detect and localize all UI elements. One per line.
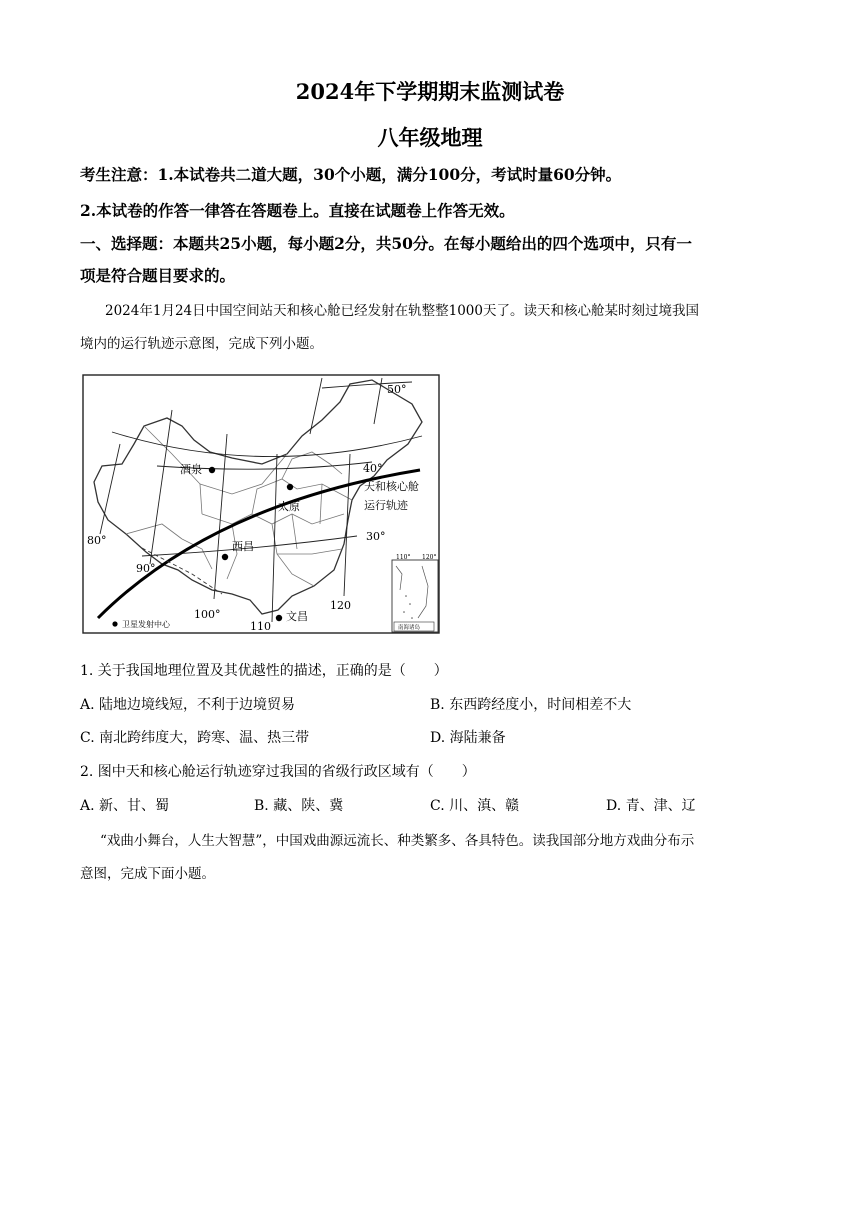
lat-30-label: 30° xyxy=(366,530,386,543)
page-title: 2024年下学期期末监测试卷 xyxy=(295,79,565,104)
question-2-option-b: B. 藏、陕、冀 xyxy=(254,798,344,814)
section-heading-line-2: 项是符合题目要求的。 xyxy=(80,266,236,285)
page-subtitle: 八年级地理 xyxy=(377,125,483,150)
city-wenchang-dot xyxy=(276,615,282,621)
question-1-stem: 1. 关于我国地理位置及其优越性的描述，正确的是（ ） xyxy=(80,663,448,679)
notice-line-1: 考生注意：1.本试卷共二道大题，30个小题，满分100分，考试时量60分钟。 xyxy=(80,165,622,184)
inset-lon-120: 120° xyxy=(422,554,437,561)
passage-1-line-1: 2024年1月24日中国空间站天和核心舱已经发射在轨整整1000天了。读天和核心舱某时刻过境我国 xyxy=(105,303,699,319)
question-2-option-a: A. 新、甘、蜀 xyxy=(80,798,170,814)
question-1-option-d: D. 海陆兼备 xyxy=(430,730,506,746)
orbit-label-line-2: 运行轨迹 xyxy=(364,499,408,512)
inset-caption: 南海诸岛 xyxy=(398,625,421,631)
orbit-label-line-1: 天和核心舱 xyxy=(364,480,419,493)
lon-90-label: 90° xyxy=(136,562,156,575)
city-xichang-dot xyxy=(222,554,228,560)
south-china-sea-inset xyxy=(392,560,438,632)
question-1-option-b: B. 东西跨经度小，时间相差不大 xyxy=(430,697,632,713)
passage-1-line-2: 境内的运行轨迹示意图，完成下列小题。 xyxy=(80,336,323,352)
passage-2-line-2: 意图，完成下面小题。 xyxy=(80,866,215,882)
lat-40-label: 40° xyxy=(363,462,383,475)
notice-line-2: 2.本试卷的作答一律答在答题卷上。直接在试题卷上作答无效。 xyxy=(80,201,515,220)
lon-110-label: 110 xyxy=(250,620,271,633)
lon-80-label: 80° xyxy=(87,534,107,547)
lon-120-label: 120 xyxy=(330,599,351,612)
city-jiuquan-label: 酒泉 xyxy=(180,463,202,476)
question-1-option-c: C. 南北跨纬度大，跨寒、温、热三带 xyxy=(80,730,310,746)
legend-label: 卫星发射中心 xyxy=(122,620,170,629)
inset-lon-110: 110° xyxy=(396,554,411,561)
china-orbit-map xyxy=(82,374,440,634)
lat-50-label: 50° xyxy=(387,383,407,396)
question-1-option-a: A. 陆地边境线短，不利于边境贸易 xyxy=(80,697,296,713)
city-wenchang-label: 文昌 xyxy=(286,610,308,623)
question-2-option-c: C. 川、滇、赣 xyxy=(430,798,520,814)
question-2-option-d: D. 青、津、辽 xyxy=(606,798,696,814)
legend-dot xyxy=(112,621,117,626)
city-jiuquan-dot xyxy=(209,467,215,473)
city-taiyuan-dot xyxy=(287,484,293,490)
section-heading-line-1: 一、选择题：本题共25小题，每小题2分，共50分。在每小题给出的四个选项中，只有一 xyxy=(80,234,692,253)
question-2-stem: 2. 图中天和核心舱运行轨迹穿过我国的省级行政区域有（ ） xyxy=(80,764,476,780)
city-taiyuan-label: 太原 xyxy=(278,500,300,513)
passage-2-line-1: “戏曲小舞台，人生大智慧”，中国戏曲源远流长、种类繁多、各具特色。读我国部分地方戏曲分布示 xyxy=(100,833,695,849)
city-xichang-label: 西昌 xyxy=(232,540,254,553)
lon-100-label: 100° xyxy=(194,608,221,621)
